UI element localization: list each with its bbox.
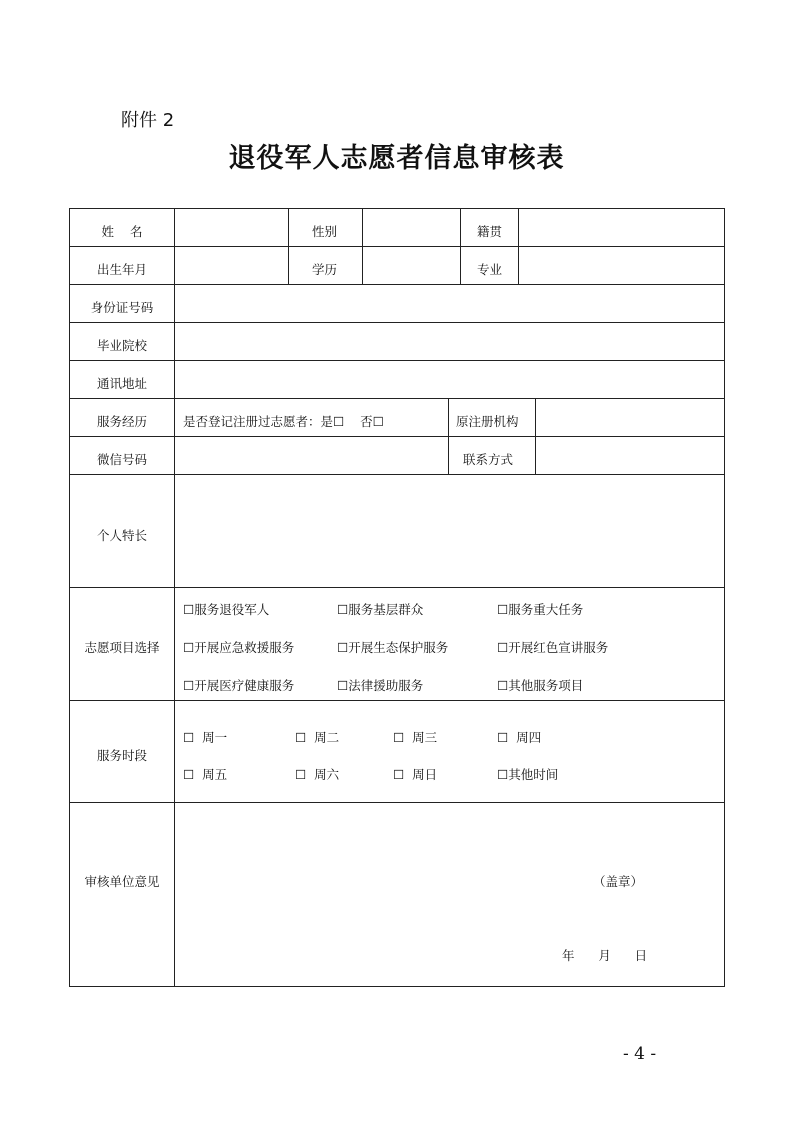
time-option[interactable]: ☐ 周一 bbox=[183, 730, 228, 745]
label-major: 专业 bbox=[477, 262, 503, 277]
label-wechat: 微信号码 bbox=[96, 452, 147, 467]
time-option[interactable]: ☐其他时间 bbox=[497, 767, 559, 782]
column-divider bbox=[460, 208, 461, 284]
label-name: 姓 名 bbox=[101, 224, 143, 239]
row-divider bbox=[69, 587, 725, 588]
project-option[interactable]: ☐开展红色宣讲服务 bbox=[497, 640, 609, 655]
project-option[interactable]: ☐开展应急救援服务 bbox=[183, 640, 295, 655]
time-option[interactable]: ☐ 周六 bbox=[295, 767, 340, 782]
date-text: 年 月 日 bbox=[562, 948, 648, 963]
label-project-select: 志愿项目选择 bbox=[84, 640, 160, 655]
row-divider bbox=[69, 398, 725, 399]
label-address: 通讯地址 bbox=[96, 376, 147, 391]
registered-question: 是否登记注册过志愿者：是☐ 否☐ bbox=[183, 414, 384, 429]
row-divider bbox=[69, 360, 725, 361]
label-birth: 出生年月 bbox=[96, 262, 147, 277]
label-id-number: 身份证号码 bbox=[90, 300, 154, 315]
time-option[interactable]: ☐ 周三 bbox=[393, 730, 438, 745]
project-option[interactable]: ☐服务重大任务 bbox=[497, 602, 584, 617]
label-time-slot: 服务时段 bbox=[96, 748, 147, 763]
project-option[interactable]: ☐法律援助服务 bbox=[337, 678, 424, 693]
column-divider bbox=[288, 208, 289, 284]
time-option[interactable]: ☐ 周五 bbox=[183, 767, 228, 782]
label-original-org: 原注册机构 bbox=[456, 414, 519, 429]
time-option[interactable]: ☐ 周四 bbox=[497, 730, 542, 745]
column-divider bbox=[362, 208, 363, 284]
row-divider bbox=[69, 322, 725, 323]
label-review-opinion: 审核单位意见 bbox=[84, 874, 160, 889]
project-option[interactable]: ☐服务基层群众 bbox=[337, 602, 424, 617]
project-option[interactable]: ☐其他服务项目 bbox=[497, 678, 584, 693]
attachment-label: 附件 2 bbox=[121, 110, 175, 131]
project-option[interactable]: ☐服务退役军人 bbox=[183, 602, 270, 617]
row-divider bbox=[69, 436, 725, 437]
label-education: 学历 bbox=[312, 262, 338, 277]
time-option[interactable]: ☐ 周日 bbox=[393, 767, 438, 782]
row-divider bbox=[69, 802, 725, 803]
row-divider bbox=[69, 700, 725, 701]
form-title: 退役军人志愿者信息审核表 bbox=[228, 143, 565, 174]
page-number: - 4 - bbox=[623, 1044, 657, 1064]
time-option[interactable]: ☐ 周二 bbox=[295, 730, 340, 745]
row-divider bbox=[69, 246, 725, 247]
column-divider bbox=[518, 208, 519, 284]
label-school: 毕业院校 bbox=[96, 338, 147, 353]
row-divider bbox=[69, 474, 725, 475]
label-specialty: 个人特长 bbox=[96, 528, 147, 543]
column-divider bbox=[448, 398, 449, 474]
label-contact: 联系方式 bbox=[463, 452, 514, 467]
seal-text: （盖章） bbox=[593, 874, 644, 889]
row-divider bbox=[69, 284, 725, 285]
project-option[interactable]: ☐开展生态保护服务 bbox=[337, 640, 449, 655]
label-service-history: 服务经历 bbox=[96, 414, 147, 429]
project-option[interactable]: ☐开展医疗健康服务 bbox=[183, 678, 295, 693]
label-native-place: 籍贯 bbox=[477, 224, 503, 239]
label-column-divider bbox=[174, 208, 175, 987]
column-divider bbox=[535, 398, 536, 474]
label-gender: 性别 bbox=[312, 224, 338, 239]
form-table bbox=[69, 208, 725, 987]
